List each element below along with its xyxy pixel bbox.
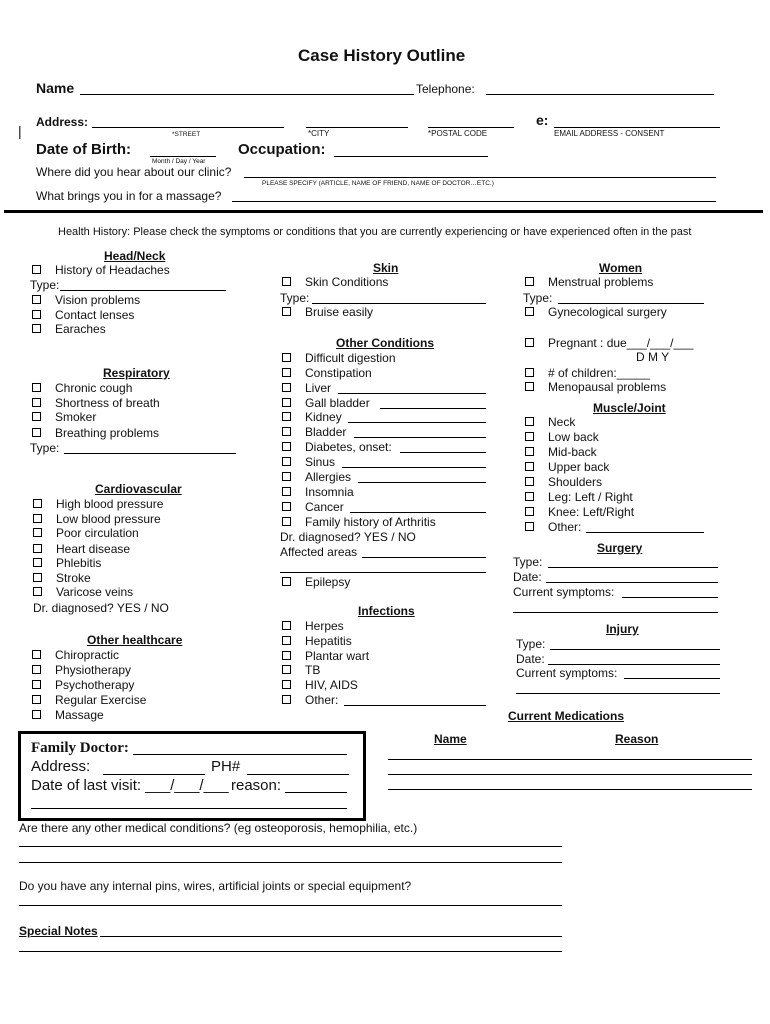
- pins-question: Do you have any internal pins, wires, artificial joints or special equipment?: [19, 879, 412, 893]
- skin-title: Skin: [373, 261, 399, 275]
- medications-name-col: Name: [434, 732, 467, 746]
- sinus-field[interactable]: [342, 467, 486, 468]
- medications-reason-col: Reason: [615, 732, 659, 746]
- list-item[interactable]: Massage: [32, 708, 104, 722]
- email-field[interactable]: [554, 127, 720, 128]
- email-caption: EMAIL ADDRESS - CONSENT: [554, 129, 665, 138]
- list-item[interactable]: Upper back: [525, 460, 609, 474]
- doctor-address-label: Address:: [31, 758, 91, 775]
- infections-title: Infections: [358, 604, 415, 618]
- dob-field[interactable]: [150, 156, 216, 157]
- postal-caption: *POSTAL CODE: [428, 129, 488, 138]
- family-doctor-field[interactable]: [133, 754, 347, 755]
- list-item[interactable]: Shortness of breath: [32, 396, 160, 410]
- list-item[interactable]: Phlebitis: [33, 556, 101, 570]
- list-item[interactable]: Low back: [525, 430, 599, 444]
- list-item[interactable]: Heart disease: [33, 542, 130, 556]
- doctor-ph-field[interactable]: [247, 774, 349, 775]
- women-type-field[interactable]: [558, 303, 704, 304]
- name-field[interactable]: [80, 94, 414, 95]
- list-item[interactable]: HIV, AIDS: [282, 678, 358, 692]
- list-item[interactable]: Stroke: [33, 571, 91, 585]
- hear-label: Where did you hear about our clinic?: [36, 165, 232, 179]
- list-item[interactable]: Gynecological surgery: [525, 305, 667, 319]
- other-healthcare-title: Other healthcare: [87, 633, 183, 647]
- city-field[interactable]: [306, 127, 408, 128]
- other-conditions-line-2[interactable]: [19, 862, 562, 863]
- injury-type-field[interactable]: [550, 649, 720, 650]
- doctor-reason-field[interactable]: [285, 792, 347, 793]
- page-title: Case History Outline: [298, 46, 466, 65]
- infection-other-field[interactable]: [344, 705, 486, 706]
- other-conditions-question: Are there any other medical conditions? (eg osteoporosis, hemophilia, etc.): [19, 821, 418, 835]
- surgery-symptoms-field[interactable]: [622, 597, 718, 598]
- medications-title: Current Medications: [508, 709, 625, 723]
- city-caption: *CITY: [308, 129, 330, 138]
- list-item[interactable]: Breathing problems: [32, 426, 159, 440]
- injury-type: Type:: [516, 637, 546, 651]
- list-item[interactable]: Contact lenses: [32, 308, 134, 322]
- special-notes-label: Special Notes: [19, 924, 98, 938]
- dob-label: Date of Birth:: [36, 141, 131, 158]
- telephone-field[interactable]: [486, 94, 714, 95]
- address-label: Address:: [36, 115, 89, 129]
- list-item[interactable]: Allergies: [282, 470, 351, 484]
- list-item[interactable]: Herpes: [282, 619, 344, 633]
- hear-field[interactable]: [244, 177, 716, 178]
- skin-type-field[interactable]: [312, 303, 486, 304]
- skin-type: Type:: [280, 291, 310, 305]
- list-item[interactable]: Psychotherapy: [32, 678, 134, 692]
- brings-field[interactable]: [232, 201, 716, 202]
- health-intro: Health History: Please check the symptoms or conditions that you are currently experiencing or have experienced often in the past: [58, 226, 692, 238]
- head-neck-type-field[interactable]: [60, 290, 226, 291]
- affected-field-2[interactable]: [280, 572, 486, 573]
- pins-line[interactable]: [19, 905, 562, 906]
- street-caption: *STREET: [172, 131, 201, 138]
- head-neck-title: Head/Neck: [104, 249, 166, 263]
- doctor-address-field[interactable]: [103, 774, 205, 775]
- surgery-type: Type:: [513, 555, 543, 569]
- list-item[interactable]: Insomnia: [282, 485, 354, 499]
- gall-bladder-field[interactable]: [380, 408, 486, 409]
- family-doctor-box: [18, 731, 366, 821]
- injury-symptoms-field[interactable]: [624, 678, 720, 679]
- occupation-field[interactable]: [334, 156, 488, 157]
- list-item[interactable]: Earaches: [32, 322, 106, 336]
- list-item[interactable]: Diabetes, onset:: [282, 440, 392, 454]
- list-item[interactable]: Bruise easily: [282, 305, 373, 319]
- list-item[interactable]: Epilepsy: [282, 575, 350, 589]
- allergies-field[interactable]: [358, 482, 486, 483]
- injury-date-field[interactable]: [548, 664, 720, 665]
- email-label: e:: [536, 112, 549, 128]
- list-item[interactable]: High blood pressure: [33, 497, 163, 511]
- list-item[interactable]: Regular Exercise: [32, 693, 146, 707]
- bladder-field[interactable]: [354, 437, 486, 438]
- kidney-field[interactable]: [348, 422, 486, 423]
- surgery-date-field[interactable]: [546, 582, 718, 583]
- list-item[interactable]: Liver: [282, 381, 331, 395]
- other-diagnosed: Dr. diagnosed? YES / NO: [280, 530, 416, 544]
- list-item[interactable]: TB: [282, 663, 320, 677]
- hear-caption: PLEASE SPECIFY (ARTICLE, NAME OF FRIEND, NAME OF DOCTOR…ETC.): [262, 180, 494, 187]
- list-item[interactable]: # of children:_____: [525, 366, 650, 380]
- list-item[interactable]: Gall bladder: [282, 396, 370, 410]
- occupation-label: Occupation:: [238, 141, 326, 158]
- affected-areas: Affected areas: [280, 545, 358, 559]
- list-item[interactable]: Hepatitis: [282, 634, 352, 648]
- list-item[interactable]: Low blood pressure: [33, 512, 161, 526]
- list-item[interactable]: Bladder: [282, 425, 346, 439]
- doctor-reason-label: reason:: [231, 777, 282, 794]
- other-conditions-line-1[interactable]: [19, 846, 562, 847]
- list-item[interactable]: Mid-back: [525, 445, 597, 459]
- dob-caption: Month / Day / Year: [152, 158, 206, 165]
- family-doctor-label: Family Doctor:: [31, 740, 129, 756]
- brings-label: What brings you in for a massage?: [36, 189, 222, 203]
- list-item[interactable]: Menopausal problems: [525, 380, 666, 394]
- list-item[interactable]: Physiotherapy: [32, 663, 131, 677]
- surgery-type-field[interactable]: [548, 567, 718, 568]
- injury-symptoms: Current symptoms:: [516, 666, 618, 680]
- women-title: Women: [599, 261, 643, 275]
- injury-symptoms-field-2[interactable]: [516, 693, 720, 694]
- list-item[interactable]: Pregnant : due___/___/___: [525, 336, 693, 350]
- injury-title: Injury: [606, 622, 639, 636]
- list-item[interactable]: Plantar wart: [282, 649, 369, 663]
- respiratory-type-field[interactable]: [64, 453, 236, 454]
- checkbox[interactable]: [32, 265, 41, 274]
- special-notes-line-1[interactable]: [100, 936, 562, 937]
- list-item[interactable]: Difficult digestion: [282, 351, 396, 365]
- list-item[interactable]: Menstrual problems: [525, 275, 653, 289]
- injury-date: Date:: [516, 652, 545, 666]
- list-item[interactable]: Leg: Left / Right: [525, 490, 633, 504]
- special-notes-line-2[interactable]: [19, 951, 562, 952]
- list-item[interactable]: Smoker: [32, 410, 96, 424]
- list-item[interactable]: Chiropractic: [32, 648, 119, 662]
- list-item[interactable]: Kidney: [282, 410, 342, 424]
- list-item[interactable]: Constipation: [282, 366, 372, 380]
- cardiovascular-title: Cardiovascular: [95, 482, 182, 496]
- surgery-symptoms: Current symptoms:: [513, 585, 615, 599]
- list-item[interactable]: Shoulders: [525, 475, 602, 489]
- cardio-diagnosed: Dr. diagnosed? YES / NO: [33, 601, 169, 615]
- cancer-field[interactable]: [350, 512, 486, 513]
- affected-field[interactable]: [362, 557, 486, 558]
- medication-line-1[interactable]: [388, 759, 752, 760]
- head-neck-type: Type:: [30, 278, 60, 292]
- telephone-label: Telephone:: [416, 82, 475, 96]
- muscle-other-field[interactable]: [586, 532, 704, 533]
- diabetes-field[interactable]: [400, 452, 486, 453]
- postal-field[interactable]: [428, 127, 514, 128]
- list-item[interactable]: Poor circulation: [33, 526, 139, 540]
- list-item[interactable]: Neck: [525, 415, 575, 429]
- respiratory-type: Type:: [30, 441, 60, 455]
- doctor-visit-label: Date of last visit: ___/___/___: [31, 777, 229, 794]
- medication-line-3[interactable]: [388, 789, 752, 790]
- surgery-date: Date:: [513, 570, 542, 584]
- section-divider: [4, 210, 763, 213]
- list-item[interactable]: Cancer: [282, 500, 344, 514]
- list-item[interactable]: History of Headaches: [32, 263, 170, 277]
- respiratory-title: Respiratory: [103, 366, 170, 380]
- surgery-symptoms-field-2[interactable]: [513, 612, 718, 613]
- list-item[interactable]: Other:: [282, 693, 338, 707]
- list-item[interactable]: Varicose veins: [33, 585, 133, 599]
- women-type: Type:: [523, 291, 553, 305]
- street-field[interactable]: [92, 127, 284, 128]
- list-item[interactable]: Knee: Left/Right: [525, 505, 634, 519]
- doctor-extra-field[interactable]: [31, 808, 347, 809]
- muscle-title: Muscle/Joint: [593, 401, 666, 415]
- other-conditions-title: Other Conditions: [336, 336, 434, 350]
- doctor-ph-label: PH#: [211, 758, 241, 775]
- list-item[interactable]: Other:: [525, 520, 581, 534]
- list-item[interactable]: Family history of Arthritis: [282, 515, 436, 529]
- name-label: Name: [36, 80, 75, 96]
- liver-field[interactable]: [338, 393, 486, 394]
- list-item[interactable]: Chronic cough: [32, 381, 132, 395]
- list-item[interactable]: Vision problems: [32, 293, 140, 307]
- medication-line-2[interactable]: [388, 774, 752, 775]
- surgery-title: Surgery: [597, 541, 643, 555]
- dmy-caption: D M Y: [636, 350, 670, 364]
- margin-mark: |: [18, 123, 22, 139]
- list-item[interactable]: Skin Conditions: [282, 275, 388, 289]
- list-item[interactable]: Sinus: [282, 455, 335, 469]
